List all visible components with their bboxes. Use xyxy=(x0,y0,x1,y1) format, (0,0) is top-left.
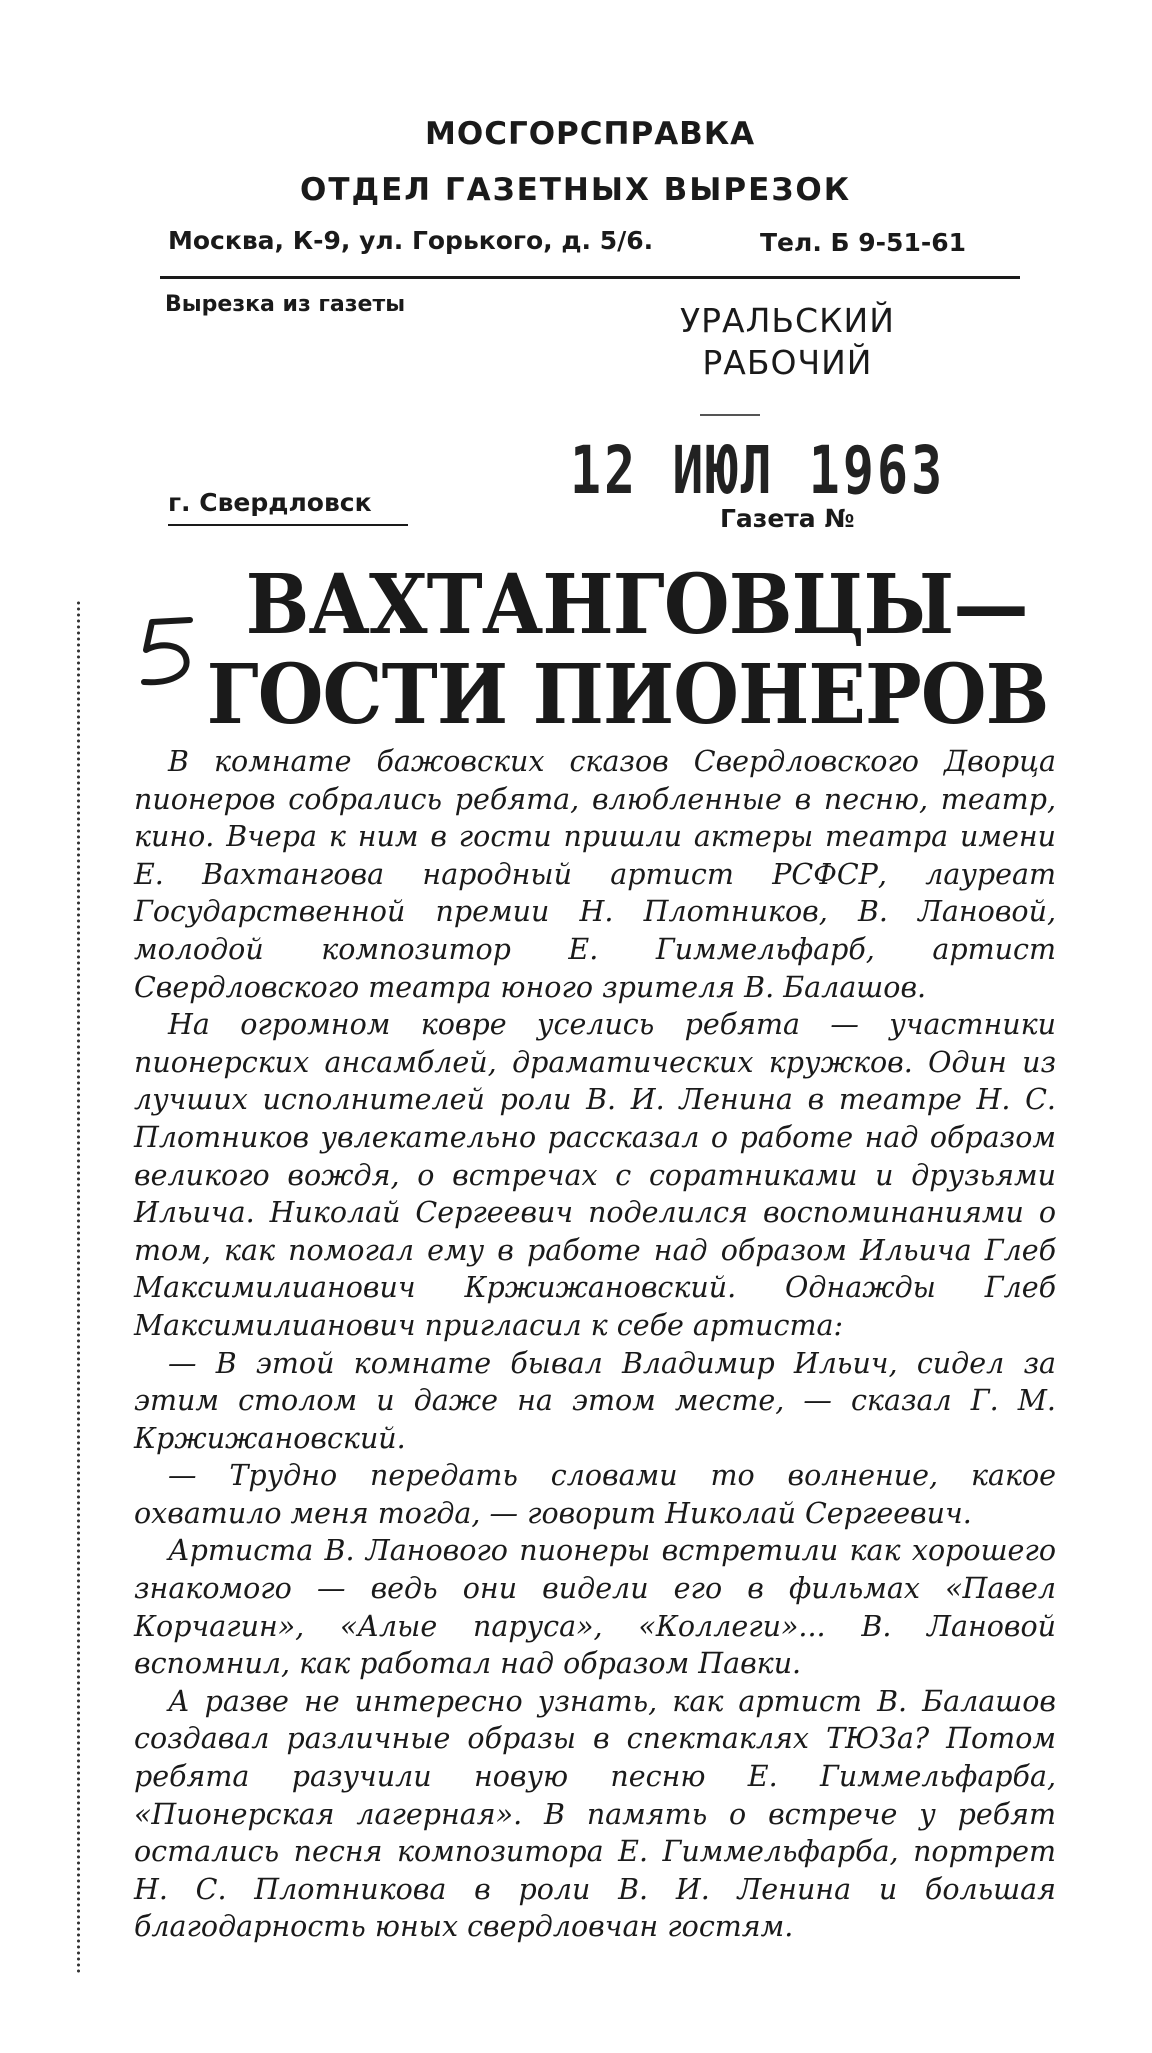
issue-label: Газета № xyxy=(720,504,855,533)
newspaper-name-line1: УРАЛЬСКИЙ xyxy=(680,301,895,340)
newspaper-divider xyxy=(700,414,760,416)
handwritten-mark-icon xyxy=(130,612,210,692)
article-paragraph: А разве не интересно узнать, как артист В. Балашов создавал различные образы в спектаклях ТЮЗа? Потом ребята разучили новую песню Е. Гиммельфарба, «Пионерская лагерная». В память о встрече у ребят остались песня композитора Е. Гиммельфарба, портрет Н. С. Плотникова в роли В. И. Ленина и большая благодарность юных свердловчан гостям. xyxy=(134,1684,1056,1944)
margin-perforation xyxy=(76,600,81,1975)
city-underline xyxy=(168,524,408,526)
article-paragraph: В комнате бажовских сказов Свердловского Дворца пионеров собрались ребята, влюбленные в песню, театр, кино. Вчера к ним в гости пришли актеры театра имени Е. Вахтангова народный артист РСФСР, лауреат Государственной премии Н. Плотников, В. Лановой, молодой композитор Е. Гиммельфарб, артист Свердловского театра юного зрителя В. Балашов. xyxy=(134,745,1056,1004)
date-stamp: 12 ИЮЛ 1963 xyxy=(570,432,946,509)
agency-department: ОТДЕЛ ГАЗЕТНЫХ ВЫРЕЗОК xyxy=(300,172,852,208)
article-paragraph: — Трудно передать словами то волнение, какое охватило меня тогда, — говорит Николай Сергеевич. xyxy=(134,1459,1056,1530)
article-body xyxy=(134,743,1056,1946)
article-paragraph: На огромном ковре уселись ребята — участники пионерских ансамблей, драматических кружков. Один из лучших исполнителей роли В. И. Ленина в театре Н. С. Плотников увлекательно рассказал о работе над образом великого вождя, о встречах с соратниками и друзьями Ильича. Николай Сергеевич поделился воспоминаниями о том, как помогал ему в работе над образом Ильича Глеб Максимилианович Кржижановский. Однажды Глеб Максимилианович пригласил к себе артиста: xyxy=(134,1008,1056,1342)
header-divider xyxy=(160,276,1020,279)
article-headline xyxy=(206,557,1049,743)
article-paragraph: Артиста В. Ланового пионеры встретили как хорошего знакомого — ведь они видели его в фильмах «Павел Корчагин», «Алые паруса», «Коллеги»... В. Лановой вспомнил, как работал над образом Павки. xyxy=(134,1534,1056,1681)
agency-name: МОСГОРСПРАВКА xyxy=(425,116,756,152)
newspaper-name-line2: РАБОЧИЙ xyxy=(702,343,873,382)
agency-address: Москва, К-9, ул. Горького, д. 5/6. xyxy=(168,226,654,255)
agency-phone: Тел. Б 9-51-61 xyxy=(760,228,967,257)
city-label: г. Свердловск xyxy=(168,488,372,517)
headline-line2: ГОСТИ ПИОНЕРОВ xyxy=(206,647,1049,743)
source-label: Вырезка из газеты xyxy=(165,292,406,317)
newspaper-name xyxy=(680,300,895,384)
headline-line1: ВАХТАНГОВЦЫ— xyxy=(245,557,1028,653)
article-paragraph: — В этой комнате бывал Владимир Ильич, сидел за этим столом и даже на этом месте, — сказал Г. М. Кржижановский. xyxy=(134,1346,1056,1455)
